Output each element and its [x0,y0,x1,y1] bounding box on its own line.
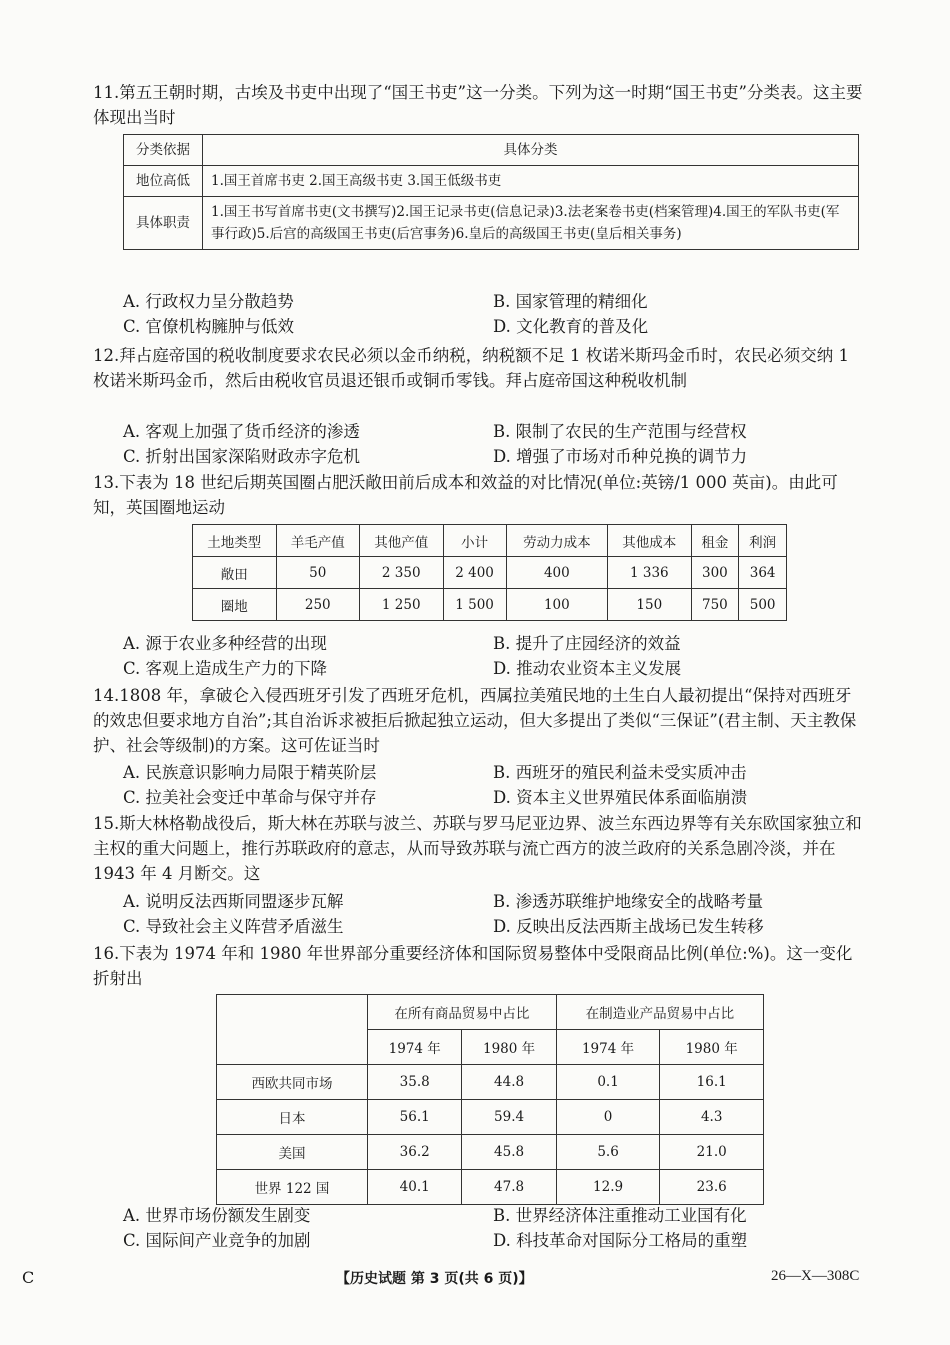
table-cell: 59.4 [462,1100,556,1135]
table-cell: 45.8 [462,1135,556,1170]
table-row [217,1170,764,1205]
table-header-cell: 分类依据 [124,135,203,166]
table-cell: 日本 [217,1100,368,1135]
option-d[interactable]: D. 科技革命对国际分工格局的重塑 [493,1231,748,1250]
table-cell: 1 500 [443,589,506,621]
table-cell: 500 [739,589,787,621]
table-corner-cell [217,995,368,1065]
question-12-stem: 12.拜占庭帝国的税收制度要求农民必须以金币纳税，纳税额不足 1 枚诺米斯玛金币时，农民必须交纳 1 枚诺米斯玛金币，然后由税收官员退还银币或铜币零钱。拜占庭帝国这种税收机制 [93,346,849,390]
table-cell: 100 [506,589,607,621]
table-cell: 44.8 [462,1065,556,1100]
option-b[interactable]: B. 西班牙的殖民利益未受实质冲击 [493,763,747,782]
option-d[interactable]: D. 反映出反法西斯主战场已发生转移 [493,917,764,936]
table-cell: 400 [506,557,607,589]
table-cell: 圈地 [193,589,277,621]
table-cell: 250 [276,589,360,621]
table-cell: 750 [691,589,739,621]
option-a[interactable]: A. 客观上加强了货币经济的渗透 [123,422,360,441]
table-cell: 56.1 [368,1100,462,1135]
option-a[interactable]: A. 民族意识影响力局限于精英阶层 [123,763,377,782]
question-13-options [123,631,863,681]
table-cell: 具体职责 [124,197,203,250]
footer-version-letter: C [22,1268,35,1287]
table-cell: 21.0 [660,1135,764,1170]
table-cell: 1 250 [360,589,444,621]
table-header-cell: 利润 [739,525,787,557]
option-b[interactable]: B. 国家管理的精细化 [493,292,648,311]
option-c[interactable]: C. 国际间产业竞争的加剧 [123,1231,311,1250]
table-row [193,589,787,621]
question-16-options [123,1203,863,1253]
table-header-cell: 租金 [691,525,739,557]
table-cell: 5.6 [556,1135,660,1170]
table-row [217,1065,764,1100]
table-row [217,1135,764,1170]
question-13-table [192,524,787,621]
table-group-header: 在所有商品贸易中占比 [368,995,557,1030]
table-cell: 12.9 [556,1170,660,1205]
table-cell: 1 336 [608,557,692,589]
table-cell: 16.1 [660,1065,764,1100]
table-cell: 世界 122 国 [217,1170,368,1205]
table-cell: 40.1 [368,1170,462,1205]
table-row [217,1100,764,1135]
option-c[interactable]: C. 拉美社会变迁中革命与保守并存 [123,788,377,807]
question-16-table [216,994,764,1205]
table-header-cell: 土地类型 [193,525,277,557]
footer-page-indicator: 【历史试题 第 3 页(共 6 页)】 [336,1271,533,1287]
table-header-cell: 小计 [443,525,506,557]
option-c[interactable]: C. 导致社会主义阵营矛盾滋生 [123,917,344,936]
table-cell: 23.6 [660,1170,764,1205]
table-row [124,166,859,197]
table-year-header: 1974 年 [556,1030,660,1065]
table-row [193,557,787,589]
option-b[interactable]: B. 渗透苏联维护地缘安全的战略考量 [493,892,764,911]
table-cell: 地位高低 [124,166,203,197]
table-cell: 36.2 [368,1135,462,1170]
option-c[interactable]: C. 客观上造成生产力的下降 [123,659,328,678]
table-year-header: 1974 年 [368,1030,462,1065]
question-16-stem: 16.下表为 1974 年和 1980 年世界部分重要经济体和国际贸易整体中受限商品比例(单位:%)。这一变化折射出 [93,944,853,988]
table-header-cell: 其他成本 [608,525,692,557]
table-cell: 美国 [217,1135,368,1170]
table-cell: 35.8 [368,1065,462,1100]
question-11-options [123,289,863,339]
table-cell: 1.国王书写首席书吏(文书撰写)2.国王记录书吏(信息记录)3.法老案卷书吏(档案管理)4.国王的军队书吏(军事行政)5.后宫的高级国王书吏(后宫事务)6.皇后的高级国王书吏(皇后相关事务) [203,197,859,250]
option-a[interactable]: A. 世界市场份额发生剧变 [123,1206,311,1225]
table-cell: 47.8 [462,1170,556,1205]
table-header-cell: 具体分类 [203,135,859,166]
table-row [124,197,859,250]
question-15-stem: 15.斯大林格勒战役后，斯大林在苏联与波兰、苏联与罗马尼亚边界、波兰东西边界等有关东欧国家独立和主权的重大问题上，推行苏联政府的意志，从而导致苏联与流亡西方的波兰政府的关系急剧冷淡，并在 1943 年 4 月断交。这 [93,814,862,883]
question-14-stem: 14.1808 年，拿破仑入侵西班牙引发了西班牙危机，西属拉美殖民地的土生白人最初提出“保持对西班牙的效忠但要求地方自治”;其自治诉求被拒后掀起独立运动，但大多提出了类似“三保证”(君主制、天主教保护、社会等级制)的方案。这可佐证当时 [93,686,857,755]
table-header-row [217,995,764,1030]
option-d[interactable]: D. 文化教育的普及化 [493,317,649,336]
table-cell: 300 [691,557,739,589]
option-a[interactable]: A. 说明反法西斯同盟逐步瓦解 [123,892,344,911]
table-cell: 4.3 [660,1100,764,1135]
table-cell: 1.国王首席书吏 2.国王高级书吏 3.国王低级书吏 [203,166,859,197]
table-cell: 50 [276,557,360,589]
table-header-row [193,525,787,557]
option-b[interactable]: B. 世界经济体注重推动工业国有化 [493,1206,747,1225]
table-cell: 150 [608,589,692,621]
option-d[interactable]: D. 增强了市场对币种兑换的调节力 [493,447,748,466]
option-b[interactable]: B. 提升了庄园经济的效益 [493,634,681,653]
table-group-header: 在制造业产品贸易中占比 [556,995,763,1030]
option-c[interactable]: C. 官僚机构臃肿与低效 [123,317,295,336]
question-14-options [123,760,863,810]
question-13-stem: 13.下表为 18 世纪后期英国圈占肥沃敞田前后成本和效益的对比情况(单位:英镑/1 000 英亩)。由此可知，英国圈地运动 [93,473,838,517]
table-cell: 0 [556,1100,660,1135]
table-header-cell: 羊毛产值 [276,525,360,557]
table-header-row [124,135,859,166]
table-cell: 2 350 [360,557,444,589]
question-15-options [123,889,863,939]
table-year-header: 1980 年 [660,1030,764,1065]
option-b[interactable]: B. 限制了农民的生产范围与经营权 [493,422,747,441]
table-cell: 敞田 [193,557,277,589]
question-11-table [123,134,859,250]
option-a[interactable]: A. 源于农业多种经营的出现 [123,634,327,653]
option-d[interactable]: D. 资本主义世界殖民体系面临崩溃 [493,788,748,807]
question-11-stem: 11.第五王朝时期，古埃及书吏中出现了“国王书吏”这一分类。下列为这一时期“国王书吏”分类表。这主要体现出当时 [93,83,863,127]
option-d[interactable]: D. 推动农业资本主义发展 [493,659,682,678]
option-c[interactable]: C. 折射出国家深陷财政赤字危机 [123,447,361,466]
table-header-cell: 其他产值 [360,525,444,557]
table-year-header: 1980 年 [462,1030,556,1065]
option-a[interactable]: A. 行政权力呈分散趋势 [123,292,294,311]
table-cell: 西欧共同市场 [217,1065,368,1100]
table-cell: 364 [739,557,787,589]
footer-exam-code: 26—X—308C [771,1268,860,1284]
table-cell: 0.1 [556,1065,660,1100]
table-header-cell: 劳动力成本 [506,525,607,557]
table-cell: 2 400 [443,557,506,589]
question-12-options [123,419,863,469]
